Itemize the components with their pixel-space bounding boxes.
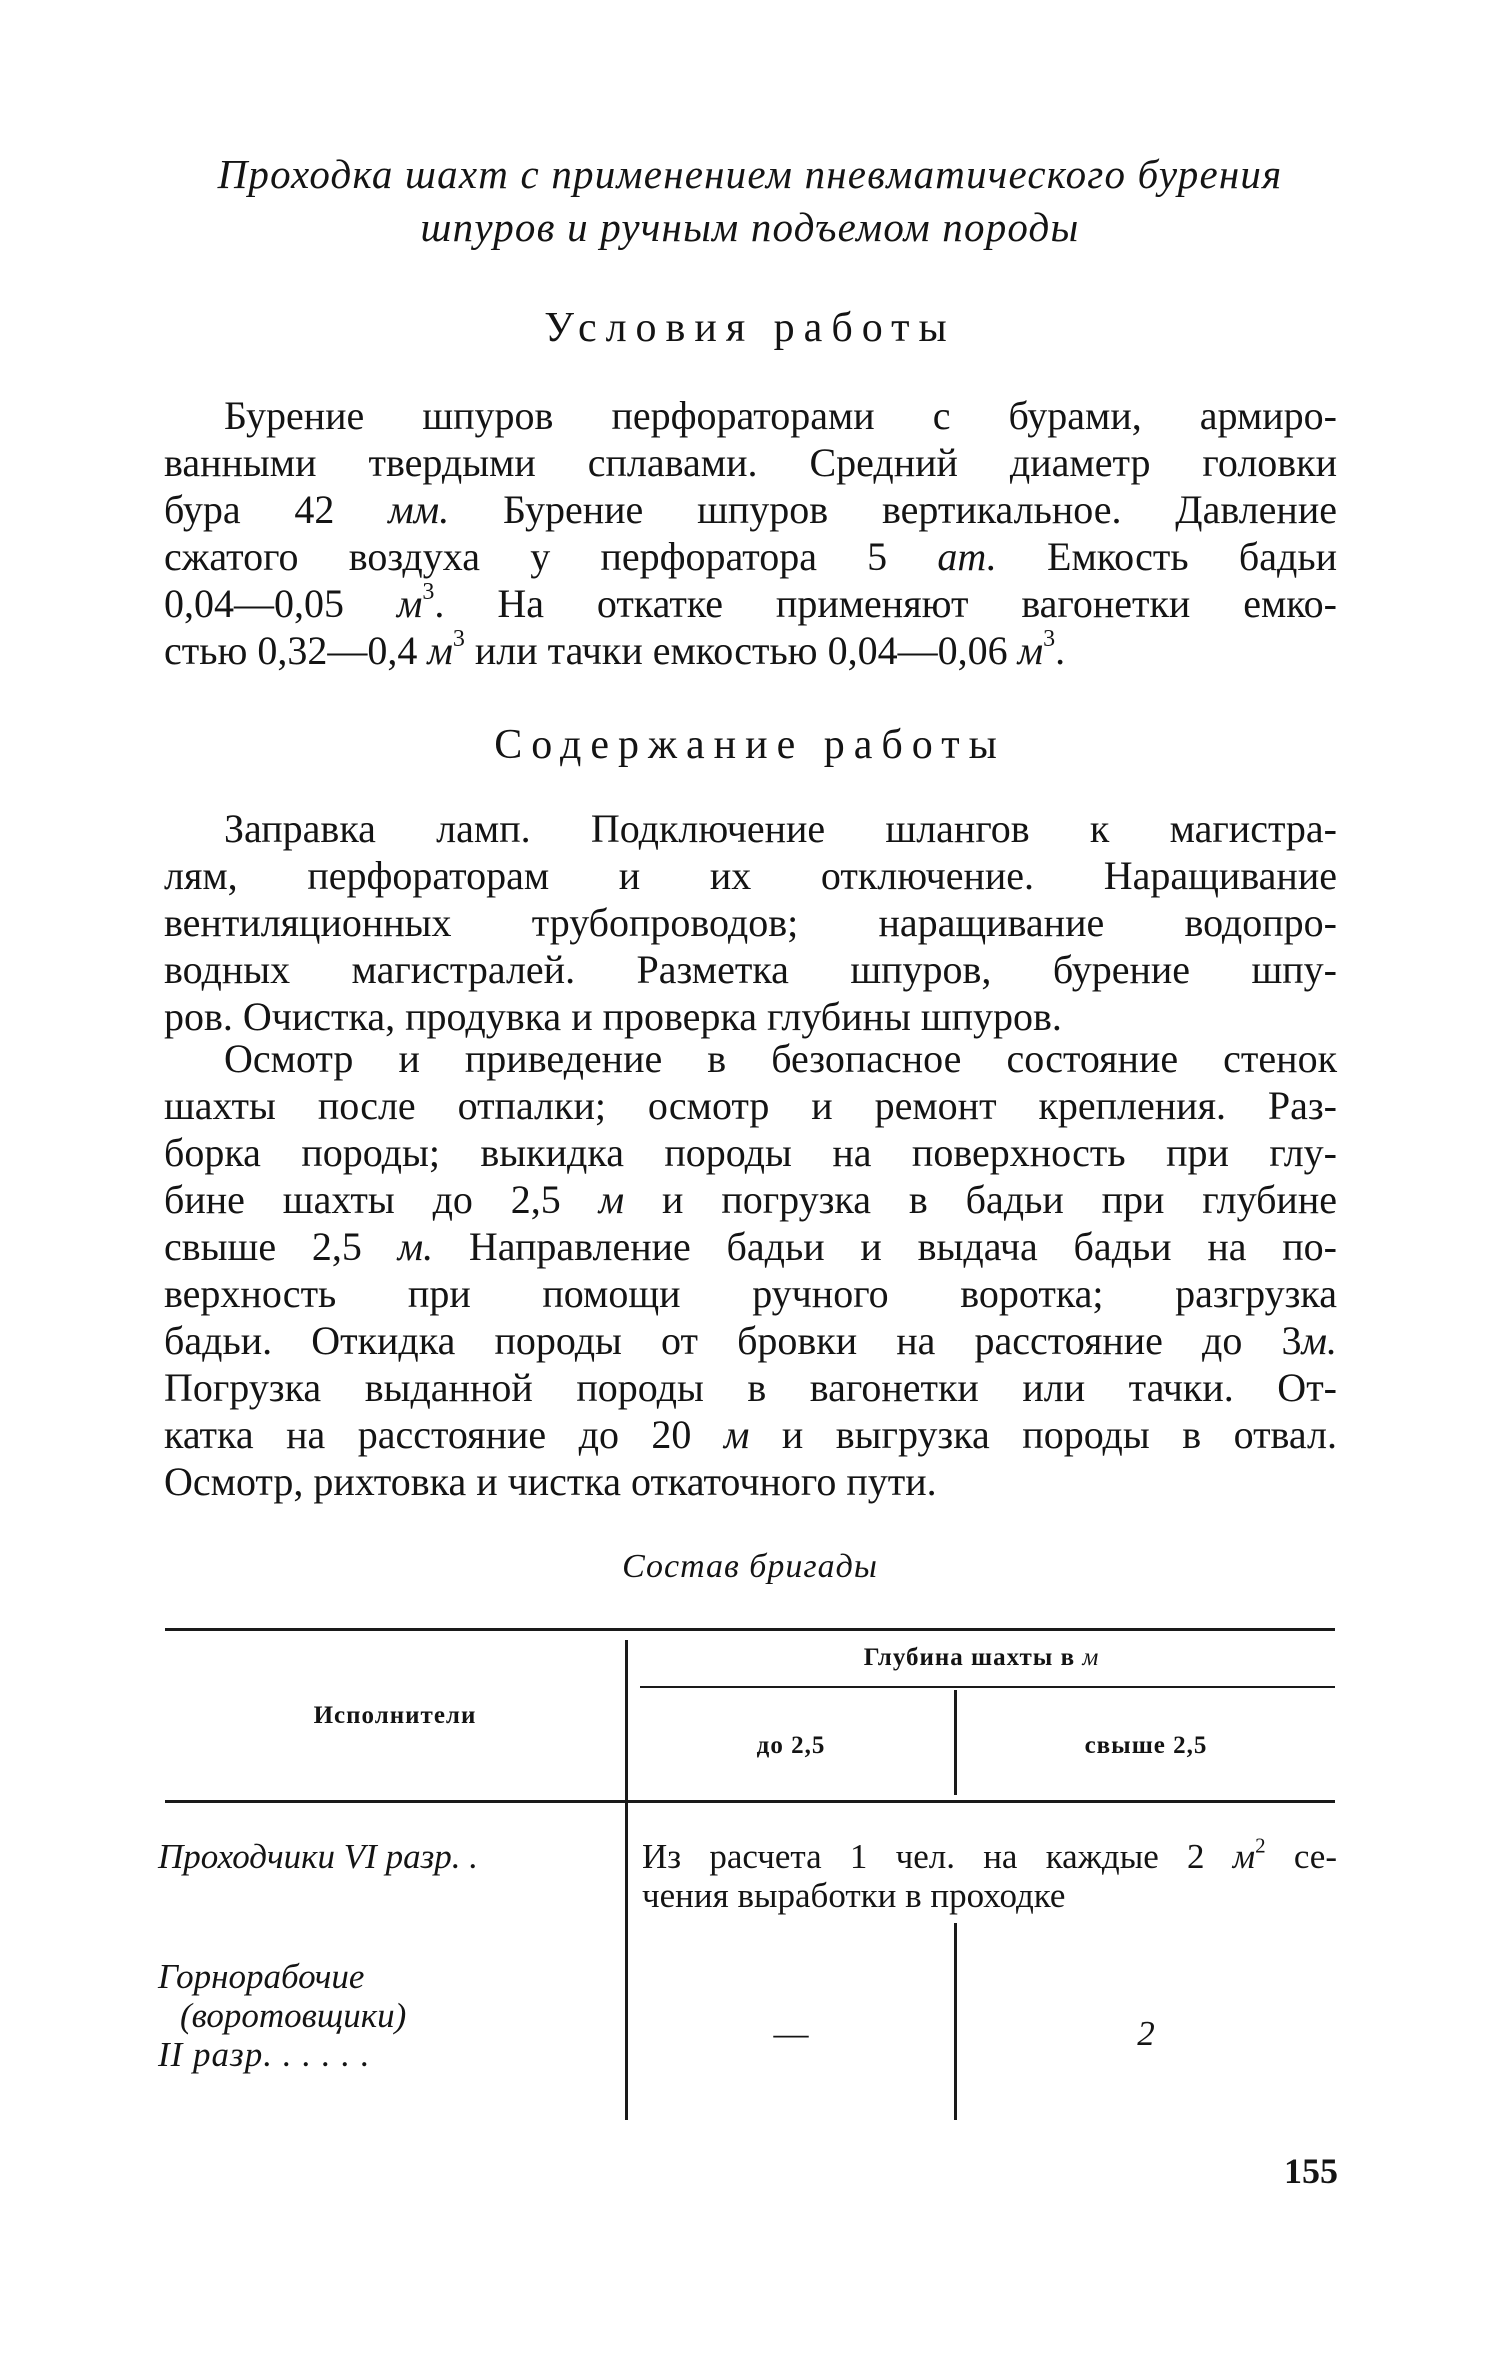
text-line: свыше 2,5 м. Направление бадьи и выдача бадьи на по- — [164, 1224, 1337, 1269]
text-line: Погрузка выданной породы в вагонетки или тачки. От- — [164, 1365, 1337, 1410]
table-row-1-executor: Проходчики VI разр. . — [158, 1837, 478, 1876]
text-line: Из расчета 1 чел. на каждые 2 $м^2$ се- — [642, 1833, 1337, 1876]
text-line: бине шахты до 2,5 м и погрузка в бадьи при глубине — [164, 1177, 1337, 1222]
table-row-1-merged-value — [642, 1833, 1337, 1915]
text-line: 0,04—0,05 $м^3$. На откатке применяют вагонетки емко- — [164, 579, 1337, 626]
table-row-2-col2: 2 — [1137, 2014, 1155, 2053]
text-line: чения выработки в проходке — [642, 1876, 1066, 1915]
table-subheader-rule — [640, 1686, 1335, 1688]
table-row-2-executor: Горнорабочие (воротовщики) II разр. . . . . . — [158, 1957, 407, 2074]
text-line: ров. Очистка, продувка и проверка глубины шпуров. — [164, 994, 1062, 1039]
table-header-depth: Глубина шахты в м — [863, 1644, 1100, 1671]
text-line: водных магистралей. Разметка шпуров, бурение шпу- — [164, 947, 1337, 992]
page-number: 155 — [1284, 2151, 1338, 2191]
text-line: Осмотр и приведение в безопасное состояние стенок — [224, 1036, 1337, 1081]
text-line: Заправка ламп. Подключение шлангов к магистра- — [224, 806, 1337, 851]
section-heading-conditions: Условия работы — [544, 305, 956, 351]
text-line: бура 42 мм. Бурение шпуров вертикальное. Давление — [164, 487, 1337, 532]
table-caption: Состав бригады — [622, 1548, 878, 1585]
title-line-2: шпуров и ручным подъемом породы — [420, 204, 1080, 250]
text-line: стью 0,32—0,4 $м^3$ или тачки емкостью 0,04—0,06 $м^3$. — [164, 626, 1066, 673]
table-header-col2: свыше 2,5 — [1084, 1732, 1208, 1759]
text-line: сжатого воздуха у перфоратора 5 ат. Емкость бадьи — [164, 534, 1337, 579]
table-top-rule — [165, 1628, 1335, 1631]
table-header-col1: до 2,5 — [756, 1732, 826, 1759]
section-heading-content: Содержание работы — [494, 722, 1006, 768]
table-header-executors: Исполнители — [313, 1702, 477, 1729]
text-line: вентиляционных трубопроводов; наращивание водопро- — [164, 900, 1337, 945]
text-line: Осмотр, рихтовка и чистка откаточного пути. — [164, 1459, 937, 1504]
text-line: катка на расстояние до 20 м и выгрузка породы в отвал. — [164, 1412, 1337, 1457]
text-line: Бурение шпуров перфораторами с бурами, армиро- — [224, 393, 1337, 438]
text-line: лям, перфораторам и их отключение. Наращивание — [164, 853, 1337, 898]
text-line: ванными твердыми сплавами. Средний диаметр головки — [164, 440, 1337, 485]
document-title — [150, 148, 1350, 254]
text-line: борка породы; выкидка породы на поверхность при глу- — [164, 1130, 1337, 1175]
conditions-paragraph — [164, 392, 1337, 674]
content-paragraph-1 — [164, 805, 1337, 1040]
table-header-rule — [165, 1800, 1335, 1803]
content-paragraph-2 — [164, 1035, 1337, 1505]
text-line: верхность при помощи ручного воротка; разгрузка — [164, 1271, 1337, 1316]
table-row-2-col1: — — [773, 2014, 809, 2053]
text-line: бадьи. Откидка породы от бровки на расстояние до 3м. — [164, 1318, 1337, 1363]
title-line-1: Проходка шахт с применением пневматического бурения — [217, 151, 1283, 197]
text-line: шахты после отпалки; осмотр и ремонт крепления. Раз- — [164, 1083, 1337, 1128]
